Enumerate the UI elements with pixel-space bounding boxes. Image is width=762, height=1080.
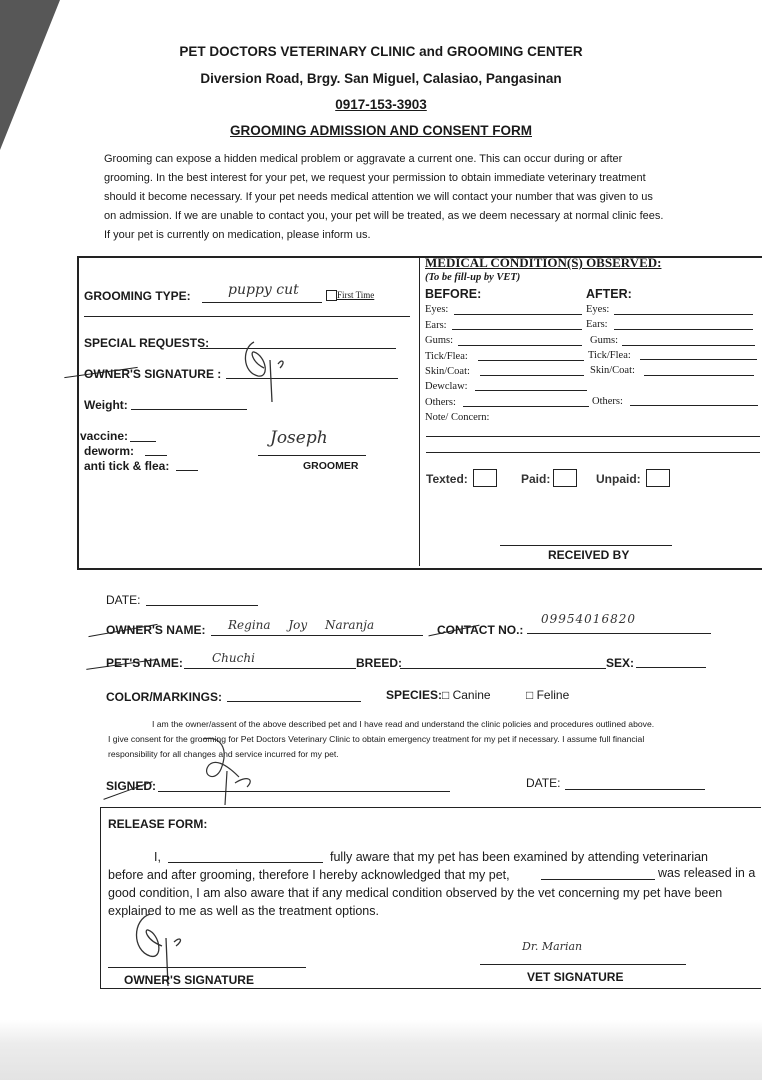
- after-gums-field[interactable]: [622, 345, 755, 346]
- before-skin-field[interactable]: [480, 375, 584, 376]
- first-time-checkbox[interactable]: [326, 290, 337, 301]
- before-heading: BEFORE:: [425, 287, 482, 301]
- pet-name-value: Chuchi: [212, 651, 255, 665]
- special-requests-field[interactable]: [200, 348, 396, 349]
- special-requests-label: SPECIAL REQUESTS:: [84, 336, 210, 350]
- scan-shadow-bottom: [0, 1020, 762, 1080]
- grooming-type-extra-line[interactable]: [84, 316, 410, 317]
- breed-field[interactable]: [400, 668, 606, 669]
- before-others: Others:: [425, 397, 456, 408]
- note-concern-label: Note/ Concern:: [425, 412, 490, 423]
- release-line-2b: was released in a: [658, 866, 756, 880]
- before-tick: Tick/Flea:: [425, 351, 468, 362]
- unpaid-label: Unpaid:: [596, 472, 641, 486]
- anti-tick-field[interactable]: [176, 470, 198, 471]
- vaccine-label: vaccine:: [80, 429, 129, 443]
- before-ears: Ears:: [425, 320, 447, 331]
- before-gums: Gums:: [425, 335, 454, 346]
- release-i: I,: [154, 850, 161, 864]
- signed-field[interactable]: [158, 791, 450, 792]
- release-line-3: good condition, I am also aware that if any medical condition observed by the vet concerning my pet have been: [108, 886, 723, 900]
- weight-label: Weight:: [84, 398, 128, 412]
- paid-checkbox[interactable]: [553, 469, 577, 487]
- deworm-label: deworm:: [84, 444, 135, 458]
- before-eyes-field[interactable]: [454, 314, 582, 315]
- after-skin-field[interactable]: [644, 375, 754, 376]
- vet-signature-label: VET SIGNATURE: [527, 970, 624, 984]
- signed-label: SIGNED:: [106, 779, 157, 793]
- received-by-field[interactable]: [500, 545, 672, 546]
- release-pet-field[interactable]: [541, 879, 655, 880]
- texted-checkbox[interactable]: [473, 469, 497, 487]
- vaccine-field[interactable]: [130, 441, 156, 442]
- owner-name-label: OWNER'S NAME:: [106, 623, 206, 637]
- release-line-4: explained to me as well as the treatment options.: [108, 904, 379, 918]
- owner-signature-line[interactable]: [108, 967, 306, 968]
- before-eyes: Eyes:: [425, 304, 449, 315]
- release-owner-signature-label: OWNER'S SIGNATURE: [124, 973, 254, 987]
- after-tick: Tick/Flea:: [588, 350, 631, 361]
- consent-line: responsibility for all changes and service incurred for my pet.: [108, 749, 339, 759]
- consent-line: I give consent for the grooming for Pet Doctors Veterinary Clinic to obtain emergency treatment for my pet if necessary. I assume full financial: [108, 734, 645, 744]
- groomer-label: GROOMER: [303, 460, 359, 472]
- before-tick-field[interactable]: [478, 360, 584, 361]
- medical-subtitle: (To be fill-up by VET): [425, 272, 521, 283]
- owner-signature-scribble: [240, 338, 290, 404]
- after-ears-field[interactable]: [614, 329, 753, 330]
- signed-date-label: DATE:: [526, 776, 561, 790]
- before-dewclaw-field[interactable]: [475, 390, 587, 391]
- clinic-phone: 0917-153-3903: [335, 97, 427, 112]
- owner-name-field[interactable]: [211, 635, 423, 636]
- intro-line: grooming. In the best interest for your pet, we request your permission to obtain immediate veterinary treatment: [104, 172, 646, 184]
- release-title: RELEASE FORM:: [108, 817, 208, 831]
- after-skin: Skin/Coat:: [590, 365, 635, 376]
- unpaid-checkbox[interactable]: [646, 469, 670, 487]
- intro-line: should it become necessary. If your pet needs medical attention we will contact your number that was given to us: [104, 191, 653, 203]
- weight-field[interactable]: [131, 409, 247, 410]
- contact-label: CONTACT NO.:: [437, 623, 524, 637]
- intro-line: on admission. If we are unable to contact you, your pet will be treated, as we deem necessary at normal clinic fees.: [104, 210, 664, 222]
- groomer-field[interactable]: [258, 455, 366, 456]
- intro-line: If your pet is currently on medication, please inform us.: [104, 229, 371, 241]
- owner-signature-label: OWNER'S SIGNATURE :: [84, 367, 222, 381]
- before-dewclaw: Dewclaw:: [425, 381, 468, 392]
- release-line-1: fully aware that my pet has been examined by attending veterinarian: [330, 850, 709, 864]
- medical-title: MEDICAL CONDITION(S) OBSERVED:: [425, 255, 662, 270]
- after-others: Others:: [592, 396, 623, 407]
- color-field[interactable]: [227, 701, 361, 702]
- clinic-name: PET DOCTORS VETERINARY CLINIC and GROOMING CENTER: [179, 44, 583, 59]
- texted-label: Texted:: [426, 472, 468, 486]
- consent-signature-scribble: [195, 735, 265, 810]
- anti-tick-label: anti tick & flea:: [84, 459, 170, 473]
- grooming-type-value: puppy cut: [228, 282, 299, 298]
- species-label: SPECIES:: [386, 688, 443, 702]
- grooming-type-label: GROOMING TYPE:: [84, 289, 191, 303]
- note-line-2[interactable]: [426, 452, 760, 453]
- sex-field[interactable]: [636, 667, 706, 668]
- note-line-1[interactable]: [426, 436, 760, 437]
- before-others-field[interactable]: [463, 406, 589, 407]
- date-field[interactable]: [146, 605, 258, 606]
- groomer-signature: Joseph: [270, 428, 328, 448]
- vet-signature-line[interactable]: [480, 964, 686, 965]
- release-line-2: before and after grooming, therefore I hereby acknowledged that my pet,: [108, 868, 510, 882]
- clinic-address: Diversion Road, Brgy. San Miguel, Calasiao, Pangasinan: [200, 71, 562, 86]
- color-label: COLOR/MARKINGS:: [106, 690, 222, 704]
- after-gums: Gums:: [590, 335, 619, 346]
- pet-name-label: PET'S NAME:: [106, 656, 183, 670]
- deworm-field[interactable]: [145, 455, 167, 456]
- before-skin: Skin/Coat:: [425, 366, 470, 377]
- date-label: DATE:: [106, 593, 141, 607]
- after-eyes-field[interactable]: [614, 314, 753, 315]
- signed-date-field[interactable]: [565, 789, 705, 790]
- after-eyes: Eyes:: [586, 304, 610, 315]
- contact-field[interactable]: [527, 633, 711, 634]
- breed-label: BREED:: [356, 656, 403, 670]
- after-others-field[interactable]: [630, 405, 758, 406]
- contact-value: 09954016820: [541, 612, 636, 626]
- vet-signature-hand: Dr. Marian: [522, 940, 583, 953]
- pet-name-field[interactable]: [184, 668, 356, 669]
- sex-label: SEX:: [606, 656, 635, 670]
- received-by-label: RECEIVED BY: [548, 548, 630, 562]
- intro-paragraph: [104, 150, 724, 245]
- intro-line: Grooming can expose a hidden medical problem or aggravate a current one. This can occur during or after: [104, 153, 623, 165]
- grooming-type-field[interactable]: [202, 302, 322, 303]
- owner-name-value: Regina Joy Naranja: [228, 618, 375, 632]
- after-ears: Ears:: [586, 319, 608, 330]
- consent-line: I am the owner/assent of the above described pet and I have read and understand the clinic policies and procedures outlined above.: [152, 719, 655, 729]
- first-time-label: First Time: [337, 290, 375, 300]
- canine-option[interactable]: □ Canine: [442, 688, 491, 702]
- after-heading: AFTER:: [586, 287, 632, 301]
- release-name-field[interactable]: [168, 862, 323, 863]
- after-tick-field[interactable]: [640, 359, 757, 360]
- before-ears-field[interactable]: [452, 329, 582, 330]
- feline-option[interactable]: □ Feline: [526, 688, 570, 702]
- paid-label: Paid:: [521, 472, 551, 486]
- before-gums-field[interactable]: [458, 345, 582, 346]
- form-title: GROOMING ADMISSION AND CONSENT FORM: [230, 123, 532, 138]
- section-divider: [419, 256, 420, 566]
